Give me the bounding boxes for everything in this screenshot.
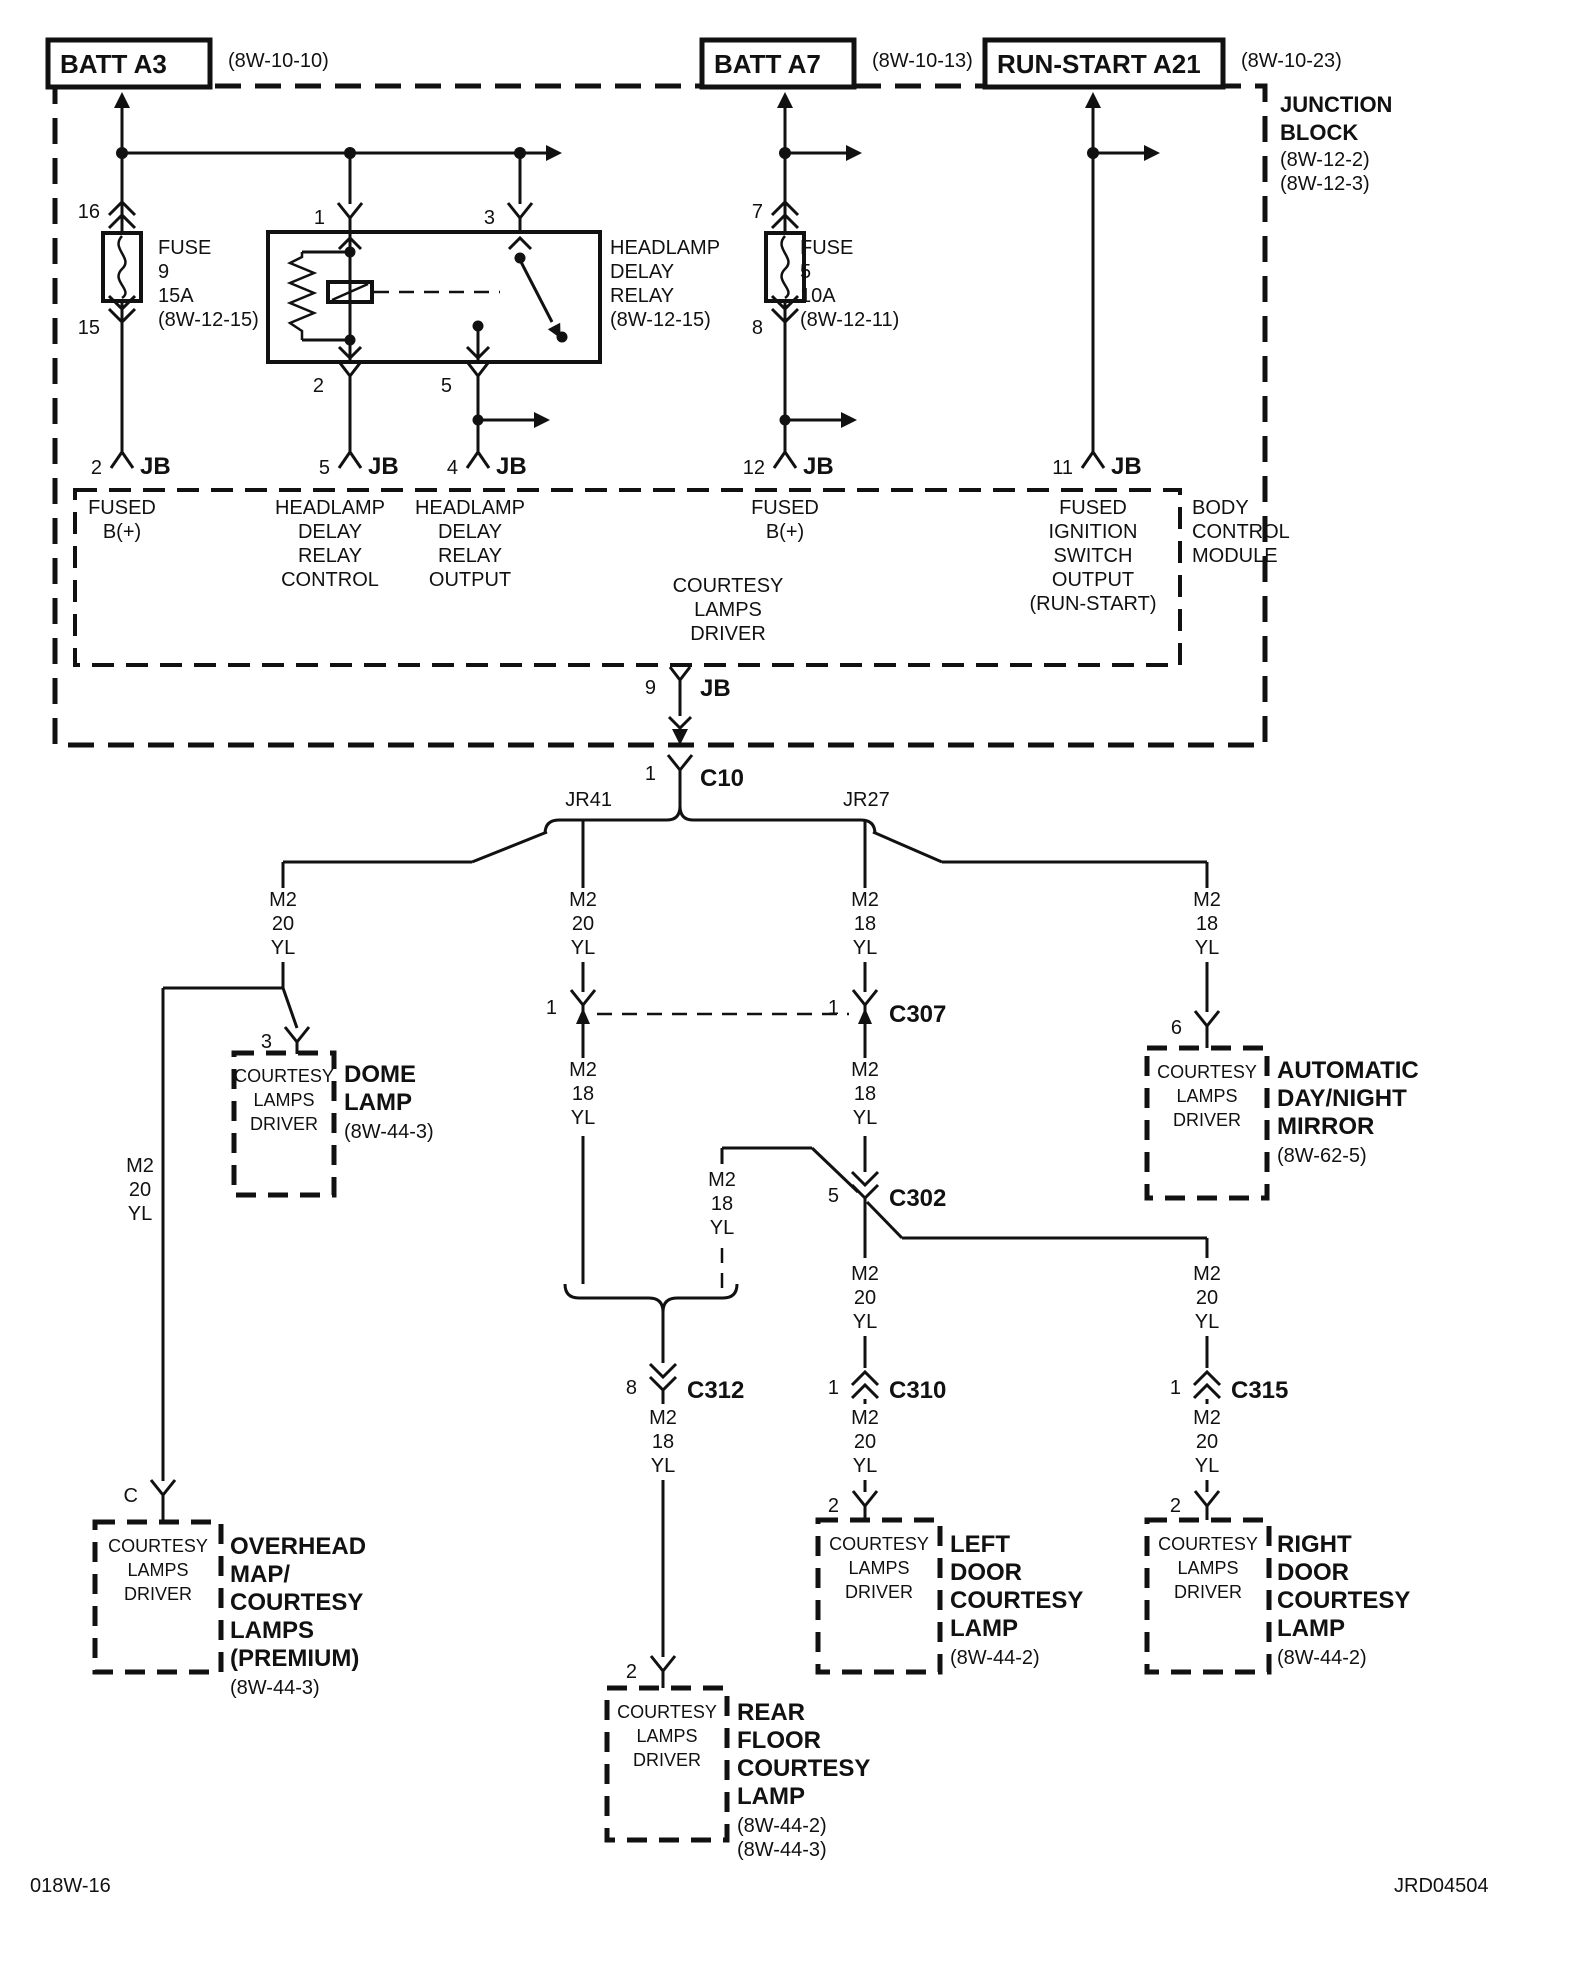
fuse9-pin-top: 16 xyxy=(77,201,100,223)
run-start-label: RUN-START A21 xyxy=(997,49,1201,79)
dome-overhead-branch xyxy=(126,988,309,1481)
jb-pin-2-conn: JB xyxy=(140,453,171,480)
junction-block-label xyxy=(1280,92,1392,195)
fuse5-label: FUSE 5 10A (8W-12-11) xyxy=(800,237,900,331)
relay-label: HEADLAMP DELAY RELAY (8W-12-15) xyxy=(610,237,721,331)
wire-overhead-feed: M2 20 YL xyxy=(126,1155,154,1225)
c315-pin: 1 xyxy=(1169,1377,1181,1399)
jb-pin-4-desc: HEADLAMP DELAY RELAY OUTPUT xyxy=(414,497,526,591)
left-door-branch xyxy=(828,1372,947,1520)
batt-a3-circuit xyxy=(78,92,562,468)
batt-a3-header xyxy=(48,40,329,87)
dome-pin: 3 xyxy=(260,1031,272,1053)
c307-name: C307 xyxy=(889,1001,947,1028)
dome-name: DOME LAMP xyxy=(344,1061,416,1116)
wire-jr41-main: M2 20 YL xyxy=(569,889,597,959)
mirror-box-text: COURTESY LAMPS DRIVER xyxy=(1157,1062,1257,1130)
jb-pin-5-conn: JB xyxy=(368,453,399,480)
left-door-name: LEFT DOOR COURTESY LAMP xyxy=(950,1531,1084,1642)
batt-a3-label: BATT A3 xyxy=(60,49,167,79)
jb-pin-5-num: 5 xyxy=(318,457,330,479)
overhead-branch xyxy=(124,1480,175,1522)
c307-left-pin: 1 xyxy=(545,997,557,1019)
mirror-name: AUTOMATIC DAY/NIGHT MIRROR xyxy=(1277,1057,1419,1140)
jb-pin-4 xyxy=(415,453,527,591)
connector-c302 xyxy=(828,1172,1221,1368)
footer xyxy=(30,1875,1489,1897)
fuse9-pin-bottom: 15 xyxy=(77,317,100,339)
batt-a7-circuit xyxy=(752,92,899,468)
relay-pin3: 3 xyxy=(483,207,495,229)
courtesy-lamps-driver-output xyxy=(645,575,784,806)
wire-c302-out: M2 20 YL xyxy=(851,1263,879,1333)
jb-pin-4-conn: JB xyxy=(496,453,527,480)
right-door-refs: (8W-44-2) xyxy=(1277,1647,1367,1669)
right-door-box-text: COURTESY LAMPS DRIVER xyxy=(1158,1534,1258,1602)
fuse9-label: FUSE 9 15A (8W-12-15) xyxy=(158,237,259,331)
wire-c307-right-out: M2 18 YL xyxy=(851,1059,879,1129)
jb-pin-9-conn: JB xyxy=(700,675,731,702)
mirror-refs: (8W-62-5) xyxy=(1277,1145,1367,1167)
premium-stub xyxy=(708,1148,858,1292)
jb-pin-9-desc: COURTESY LAMPS DRIVER xyxy=(672,575,784,645)
headlamp-delay-relay xyxy=(268,153,720,468)
jb-pin-11 xyxy=(1029,453,1156,615)
mirror-pin: 6 xyxy=(1170,1017,1182,1039)
rear-floor-name: REAR FLOOR COURTESY LAMP xyxy=(737,1699,871,1810)
rear-floor-courtesy-lamp xyxy=(607,1688,870,1861)
c10-num: 1 xyxy=(644,763,656,785)
overhead-name: OVERHEAD MAP/ COURTESY LAMPS (PREMIUM) xyxy=(230,1533,367,1672)
c307-right-pin: 1 xyxy=(827,997,839,1019)
jb-pin-12-num: 12 xyxy=(742,457,765,479)
c312-name: C312 xyxy=(687,1377,745,1404)
left-door-refs: (8W-44-2) xyxy=(950,1647,1040,1669)
fuse5-pin-bottom: 8 xyxy=(751,317,763,339)
c307-outputs xyxy=(569,1024,879,1284)
dome-box-text: COURTESY LAMPS DRIVER xyxy=(234,1066,334,1134)
connector-c307 xyxy=(546,990,947,1028)
jb-pin-4-num: 4 xyxy=(446,457,458,479)
c312-pin: 8 xyxy=(625,1377,637,1399)
jb-pin-5-desc: HEADLAMP DELAY RELAY CONTROL xyxy=(274,497,386,591)
jb-pin-2 xyxy=(88,453,171,543)
c310-pin: 1 xyxy=(827,1377,839,1399)
wire-jr27-main: M2 18 YL xyxy=(851,889,879,959)
c315-name: C315 xyxy=(1231,1377,1289,1404)
overhead-map-courtesy-lamps xyxy=(95,1522,366,1699)
right-door-pin: 2 xyxy=(1169,1495,1181,1517)
wire-c315-in: M2 20 YL xyxy=(1193,1263,1221,1333)
run-start-circuit xyxy=(1082,92,1160,468)
c10-name: C10 xyxy=(700,765,745,792)
wire-c307-left-out: M2 18 YL xyxy=(569,1059,597,1129)
jb-pin-12-desc: FUSED B(+) xyxy=(751,497,819,543)
rear-floor-merge xyxy=(565,1284,744,1688)
run-start-ref: (8W-10-23) xyxy=(1241,50,1342,72)
left-door-courtesy-lamp xyxy=(818,1520,1083,1672)
jb-pin-2-desc: FUSED B(+) xyxy=(88,497,156,543)
overhead-box-text: COURTESY LAMPS DRIVER xyxy=(108,1536,208,1604)
wire-c310-out: M2 20 YL xyxy=(851,1407,879,1477)
junction-block-title: JUNCTION BLOCK xyxy=(1280,92,1393,145)
run-start-header xyxy=(985,40,1342,87)
dome-refs: (8W-44-3) xyxy=(344,1121,434,1143)
junction-block-box xyxy=(55,86,1265,745)
splice-brace xyxy=(283,789,1207,862)
c302-name: C302 xyxy=(889,1185,947,1212)
dome-lamp xyxy=(234,1053,434,1195)
c310-name: C310 xyxy=(889,1377,947,1404)
jb-pin-11-conn: JB xyxy=(1111,453,1142,480)
right-door-branch xyxy=(1170,1372,1289,1520)
c302-pin: 5 xyxy=(827,1185,839,1207)
relay-pin2: 2 xyxy=(312,375,324,397)
jb-pin-2-num: 2 xyxy=(90,457,102,479)
jb-pin-11-num: 11 xyxy=(1052,457,1073,479)
right-door-name: RIGHT DOOR COURTESY LAMP xyxy=(1277,1531,1411,1642)
branch-wires xyxy=(269,821,1221,1012)
bcm-label: BODY CONTROL MODULE xyxy=(1192,497,1290,567)
left-door-box-text: COURTESY LAMPS DRIVER xyxy=(829,1534,929,1602)
jb-pin-12-conn: JB xyxy=(803,453,834,480)
rear-floor-pin: 2 xyxy=(625,1661,637,1683)
batt-a7-label: BATT A7 xyxy=(714,49,821,79)
jb-pin-9-num: 9 xyxy=(644,677,656,699)
wire-mirror-feed: M2 18 YL xyxy=(1193,889,1221,959)
mirror-branch xyxy=(1171,1011,1219,1048)
batt-a7-ref: (8W-10-13) xyxy=(872,50,973,72)
junction-block-refs: (8W-12-2) (8W-12-3) xyxy=(1280,149,1370,195)
splice-jr27: JR27 xyxy=(843,789,890,811)
overhead-refs: (8W-44-3) xyxy=(230,1677,320,1699)
relay-pin5: 5 xyxy=(440,375,452,397)
relay-pin1: 1 xyxy=(313,207,325,229)
wire-c315-out: M2 20 YL xyxy=(1193,1407,1221,1477)
rear-floor-refs: (8W-44-2) (8W-44-3) xyxy=(737,1815,827,1861)
wire-dome-feed: M2 20 YL xyxy=(269,889,297,959)
wire-c312-out: M2 18 YL xyxy=(649,1407,677,1477)
wire-premium-stub: M2 18 YL xyxy=(708,1169,736,1239)
rear-floor-box-text: COURTESY LAMPS DRIVER xyxy=(617,1702,717,1770)
jb-pin-12 xyxy=(743,453,834,543)
jb-pin-5 xyxy=(275,453,399,591)
right-door-courtesy-lamp xyxy=(1147,1520,1410,1672)
left-door-pin: 2 xyxy=(827,1495,839,1517)
splice-jr41: JR41 xyxy=(565,789,612,811)
footer-right: JRD04504 xyxy=(1394,1875,1489,1897)
batt-a7-header xyxy=(702,40,973,87)
automatic-day-night-mirror xyxy=(1147,1048,1419,1198)
footer-left: 018W-16 xyxy=(30,1875,111,1897)
overhead-pin: C xyxy=(123,1485,138,1507)
batt-a3-ref: (8W-10-10) xyxy=(228,50,329,72)
jb-pin-11-desc: FUSED IGNITION SWITCH OUTPUT (RUN-START) xyxy=(1029,497,1157,615)
fuse5-pin-top: 7 xyxy=(751,201,763,223)
